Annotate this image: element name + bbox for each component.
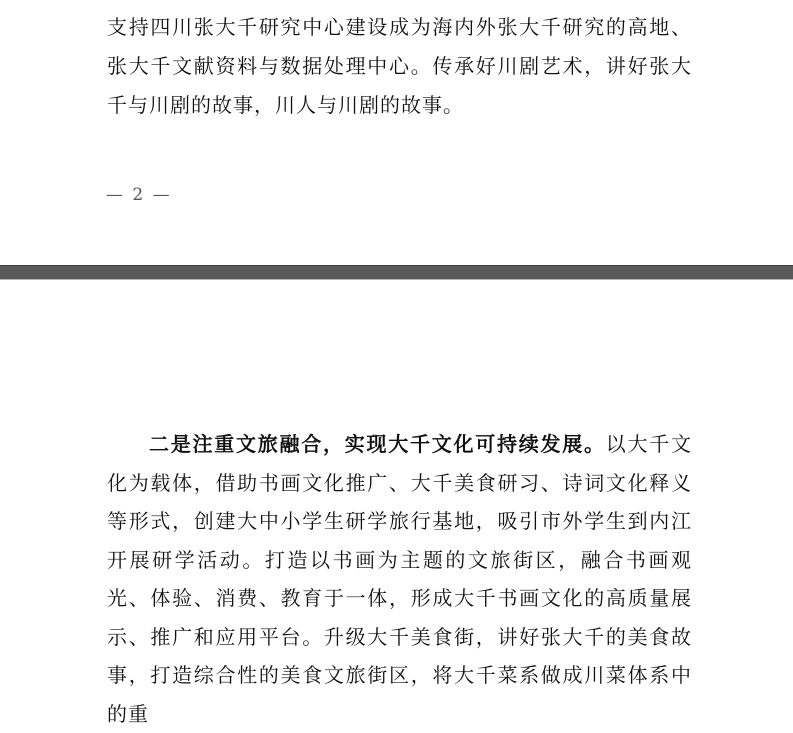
page-3-paragraph-text: 以大千文化为载体，借助书画文化推广、大千美食研习、诗词文化释义等形式，创建大中小学生研学旅行基地，吸引市外学生到内江开展研学活动。打造以书画为主题的文旅街区，融合书画观光、体验、消费、教育于一体，形成大千书画文化的高质量展示、推广和应用平台。升级大千美食街，讲好张大千的美食故事，打造综合性的美食文旅街区，将大千菜系做成川菜体系中的重 — [107, 432, 692, 726]
page-3-paragraph — [107, 425, 692, 733]
document-page-3 — [0, 280, 793, 726]
page-separator — [0, 265, 793, 280]
document-page-2 — [0, 0, 793, 265]
page-2-paragraph — [107, 8, 692, 125]
paragraph-lead-heading: 二是注重文旅融合，实现大千文化可持续发展。 — [149, 432, 606, 456]
page-2-paragraph-text: 支持四川张大千研究中心建设成为海内外张大千研究的高地、张大千文献资料与数据处理中心。传承好川剧艺术，讲好张大千与川剧的故事，川人与川剧的故事。 — [107, 15, 692, 117]
page-number: — 2 — — [106, 185, 172, 205]
